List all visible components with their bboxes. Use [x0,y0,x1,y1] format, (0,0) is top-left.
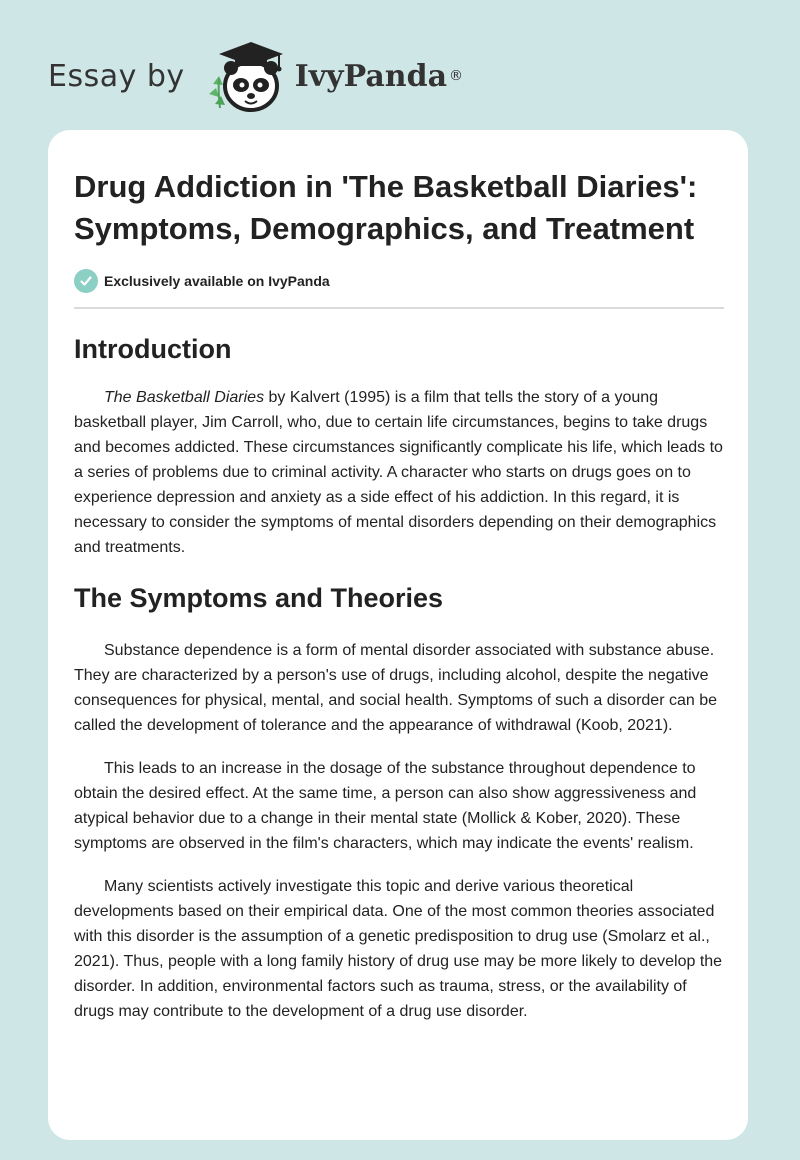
paragraph [74,385,724,560]
section-heading-introduction: Introduction [74,334,232,364]
paragraph: This leads to an increase in the dosage of the substance throughout dependence to obtain the desired effect. At the same time, a person can also show aggressiveness and atypical behavior due to a change in their mental state (Mollick & Kober, 2020). These symptoms are observed in the film's characters, which may indicate the events' realism. [74,760,697,852]
essay-title: Drug Addiction in 'The Basketball Diaries': Symptoms, Demographics, and Treatment [74,169,698,246]
essay-content [74,166,724,1024]
essay-card [48,130,748,1140]
title-divider [74,307,724,309]
paragraph: Substance dependence is a form of mental disorder associated with substance abuse. They are characterized by a person's use of drugs, including alcohol, despite the negative consequences for physical, mental, and social health. Symptoms of such a disorder can be called the development of tolerance and the appearance of withdrawal (Koob, 2021). [74,642,718,734]
brand-name[interactable]: IvyPanda [294,58,448,94]
site-header [48,36,463,116]
panda-logo-icon[interactable] [199,38,289,114]
paragraph-text: by Kalvert (1995) is a film that tells the story of a young basketball player, Jim Carroll, who, due to certain life circumstances, begins to take drugs and becomes addicted. These circumstances significantly complicate his life, which leads to a series of problems due to criminal activity. A character who starts on drugs goes on to experience depression and anxiety as a side effect of his addiction. In this regard, it is necessary to consider the symptoms of mental disorders depending on their demographics and treatments. [74,389,723,556]
exclusive-availability [74,268,724,294]
exclusive-label: Exclusively available on IvyPanda [104,273,330,289]
essay-by-label: Essay by [48,58,185,94]
checkmark-icon [74,269,98,293]
film-title-emphasis: The Basketball Diaries [104,389,265,406]
section-heading-symptoms: The Symptoms and Theories [74,583,444,613]
registered-mark: ® [449,68,464,84]
paragraph: Many scientists actively investigate this topic and derive various theoretical developments based on their empirical data. One of the most common theories associated with this disorder is the assumption of a genetic predisposition to drug use (Smolarz et al., 2021). Thus, people with a long family history of drug use may be more likely to develop the disorder. In addition, environmental factors such as trauma, stress, or the availability of drugs may contribute to the development of a drug use disorder. [74,878,723,1020]
